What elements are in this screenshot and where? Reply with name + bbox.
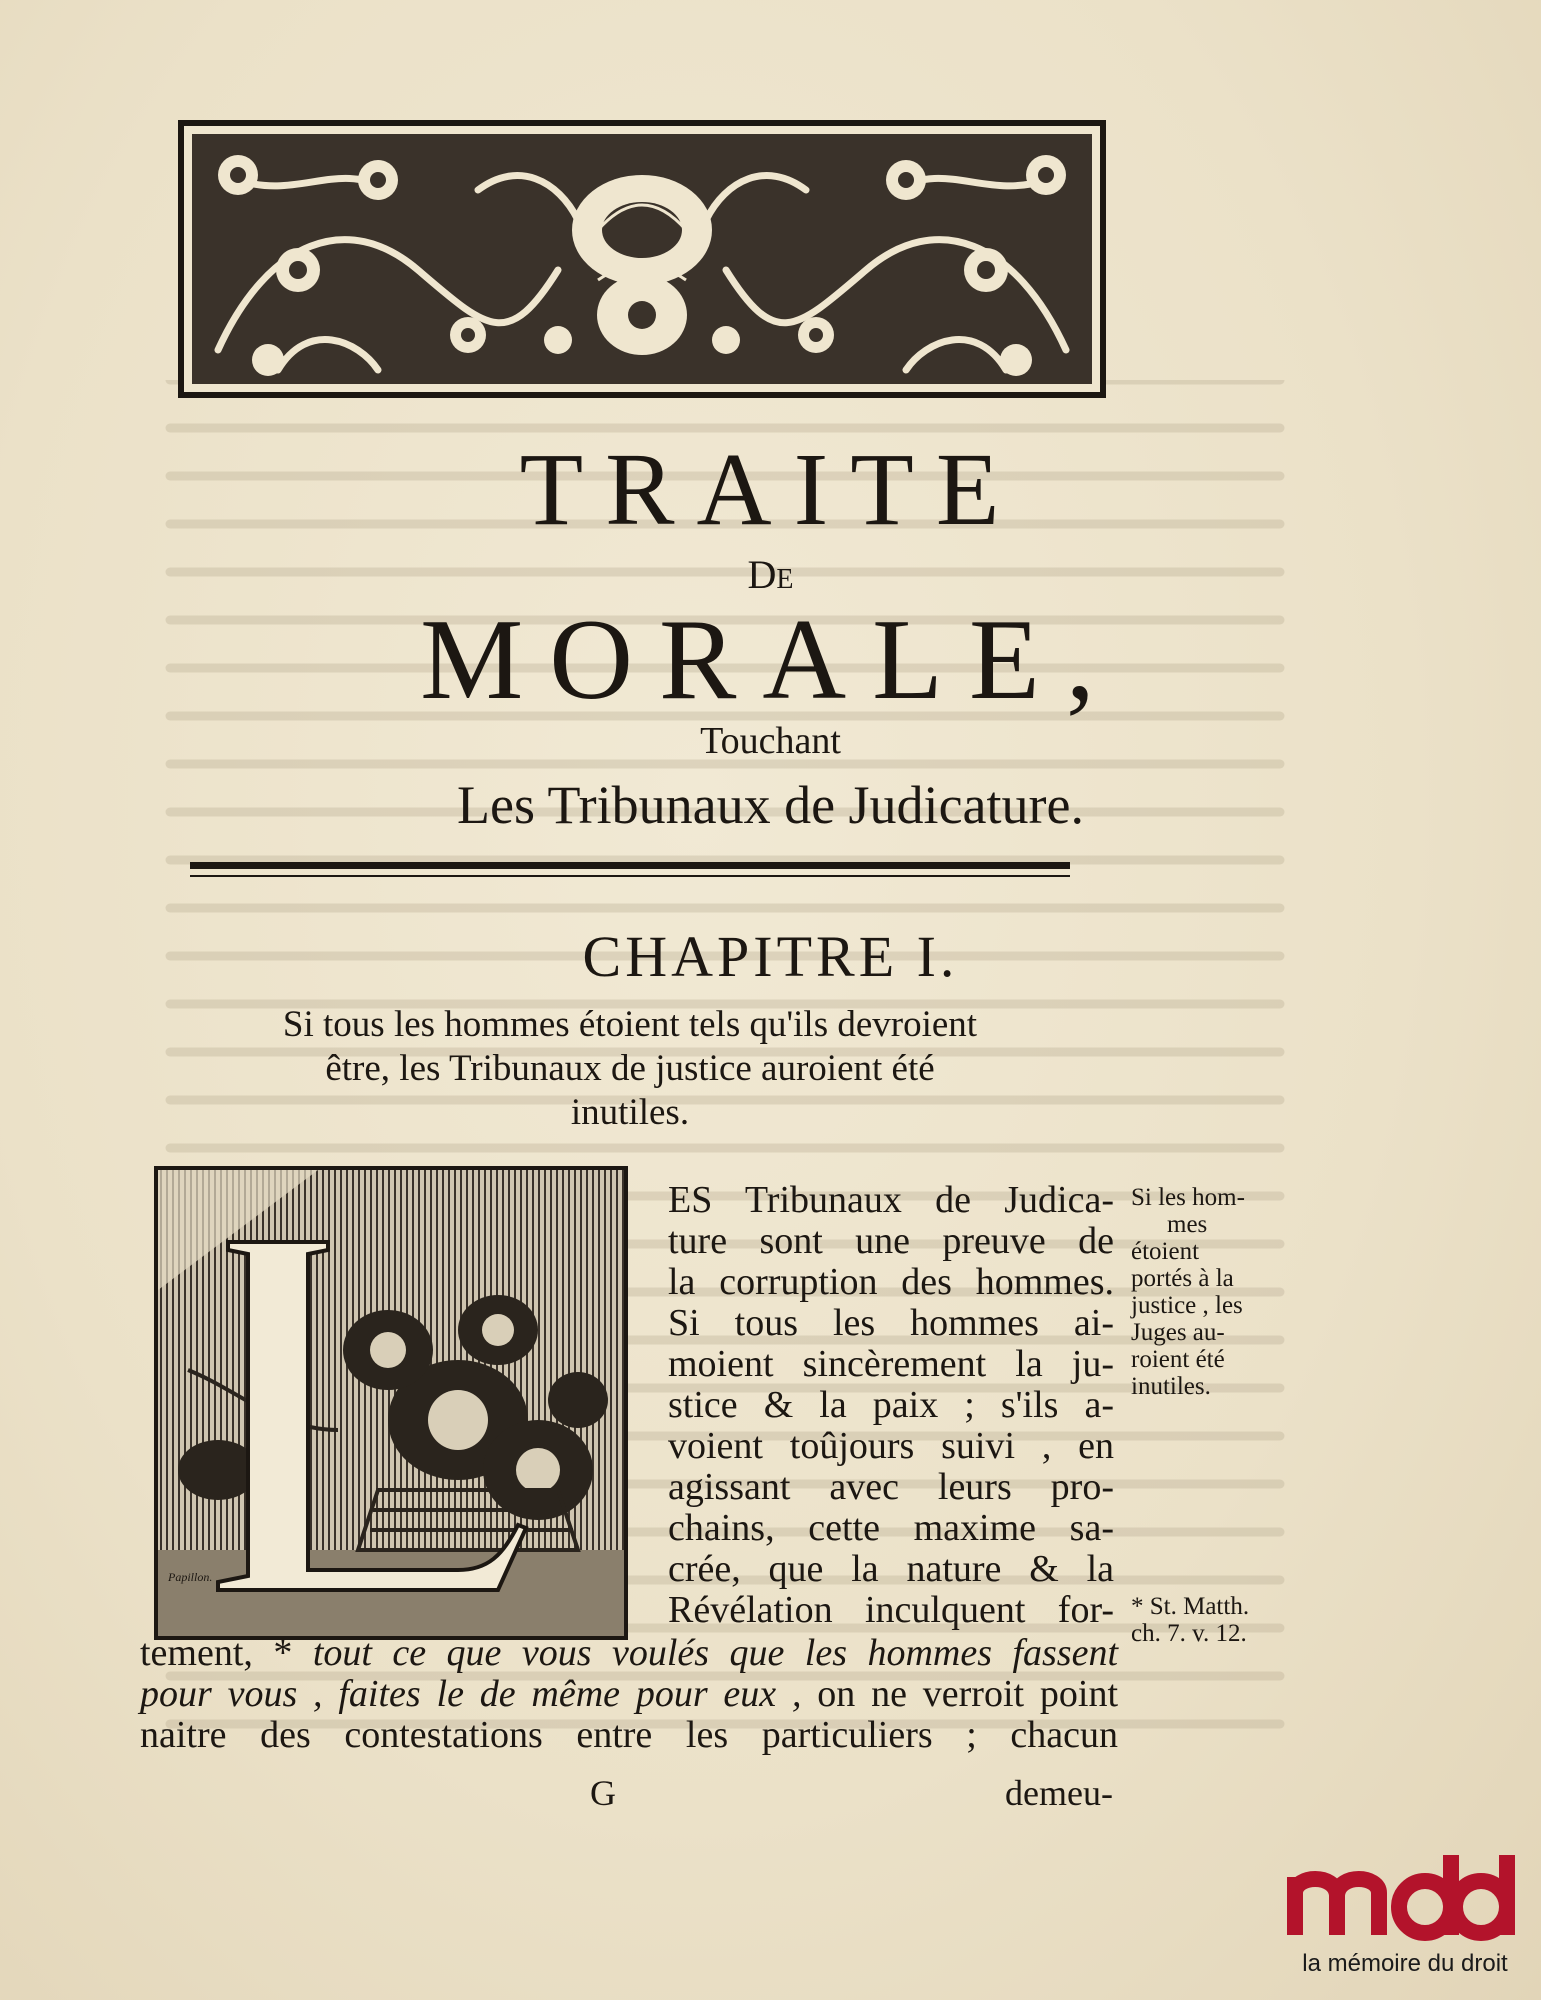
margin-note-citation [1131,1593,1291,1647]
decorated-initial [154,1166,628,1640]
body-line: stice & la paix ; s'ils a- [668,1384,1114,1426]
margin-note-line: mes [1167,1211,1208,1238]
body-line-2 [140,1674,1118,1715]
engraver-signature: Papillon. [168,1570,213,1584]
floral-headpiece-ornament [178,120,1106,398]
body-line: agissant avec leurs pro- [668,1466,1114,1508]
margin-note-line: étoient [1131,1238,1200,1265]
body-line: la corruption des hommes. [668,1261,1114,1303]
catchword: demeu- [1005,1773,1113,1813]
margin-note-line: justice , les [1131,1292,1243,1319]
subtitle-touchant: Touchant [700,720,841,762]
body-line: ES Tribunaux de Judica- [668,1179,1114,1221]
subtitle-tribunaux: Les Tribunaux de Judicature. [457,775,1084,835]
body-line: Si tous les hommes ai- [668,1302,1114,1344]
body-line: moient sincèrement la ju- [668,1343,1114,1385]
body-line: voient toûjours suivi , en [668,1425,1114,1467]
signature-mark: G [590,1773,616,1813]
body-line-1 [140,1633,1118,1674]
body-line-3: naitre des contestations entre les particuliers ; chacun [140,1714,1118,1756]
scripture-quote-fragment: pour vous , faites le de même pour eux , [140,1673,802,1715]
margin-note-line: inutiles. [1131,1373,1211,1400]
margin-note-line: ch. 7. v. 12. [1131,1620,1247,1647]
logo-tagline: la mémoire du droit [1302,1950,1508,1977]
chapter-title-line: être, les Tribunaux de justice auroient été [325,1048,935,1089]
body-roman-fragment: on ne verroit point [817,1673,1118,1715]
margin-note-summary [1131,1184,1291,1400]
margin-note-line: Si les hom- [1131,1184,1245,1211]
body-line: crée, que la nature & la [668,1548,1114,1590]
body-line: chains, cette maxime sa- [668,1507,1114,1549]
title-rule-thin [190,875,1070,877]
title-traite: TRAITE [519,432,1022,547]
body-text-full-width [140,1633,1118,1756]
title-rule-thick [190,862,1070,869]
title-connector-de: De [747,552,794,597]
body-line: ture sont une preuve de [668,1220,1114,1262]
chapter-title-line: Si tous les hommes étoient tels qu'ils devroient [282,1004,978,1045]
title-morale: MORALE, [420,596,1121,724]
margin-note-line: roient été [1131,1346,1225,1373]
body-line: Révélation inculquent for- [668,1589,1114,1631]
margin-note-line: Juges au- [1131,1319,1225,1346]
margin-note-line: * St. Matth. [1131,1593,1250,1620]
initial-engraving [158,1170,624,1636]
chapter-title-line: inutiles. [570,1092,690,1133]
scripture-quote-fragment: tout ce que vous voulés que les hommes fassent [312,1632,1119,1674]
chapter-title [140,1003,1120,1135]
body-text-narrow-column [668,1180,1114,1631]
margin-note-line: portés à la [1131,1265,1234,1292]
body-roman-fragment: tement, * [140,1632,293,1674]
chapter-heading: CHAPITRE I. [582,924,959,989]
